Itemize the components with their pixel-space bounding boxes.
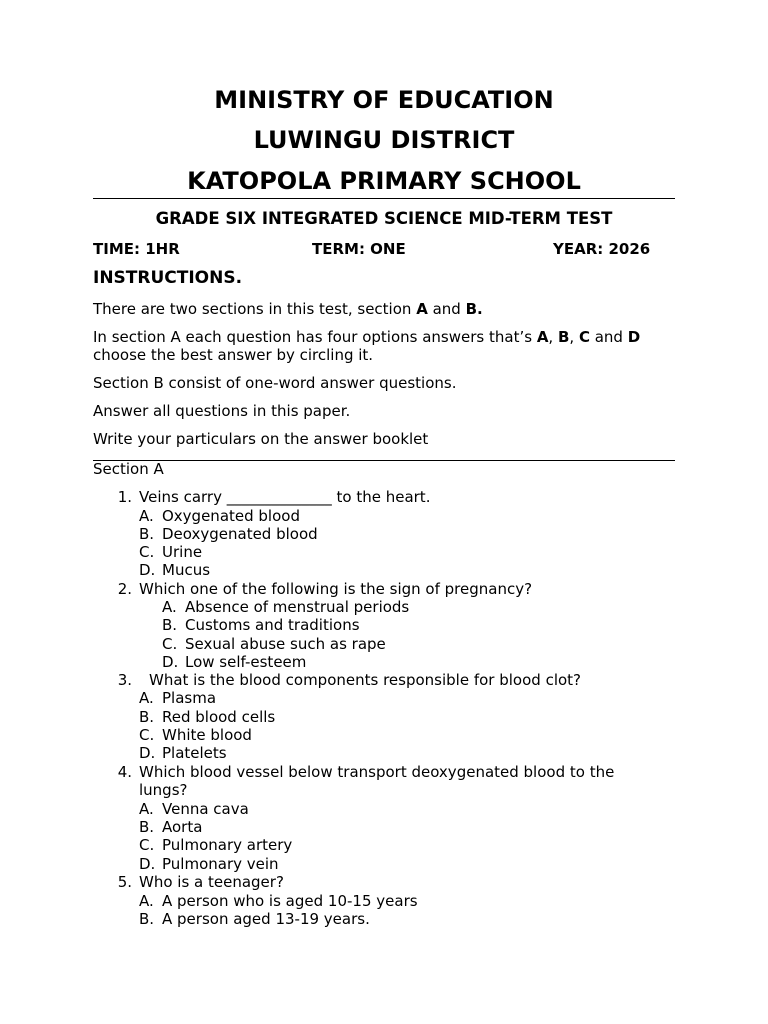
instruction-2-text: In section A each question has four options answers that’s	[93, 328, 537, 346]
instruction-1	[93, 300, 483, 318]
instruction-2-b: B	[557, 328, 570, 346]
instruction-2-c: C	[578, 328, 590, 346]
instruction-2-d: D	[627, 328, 641, 346]
option-text: A person who is aged 10-15 years	[162, 892, 418, 910]
option-text: Sexual abuse such as rape	[185, 635, 386, 653]
option-letter: B.	[162, 616, 178, 634]
option-letter: A.	[139, 892, 154, 910]
option-letter: C.	[139, 836, 155, 854]
option-letter: A.	[139, 800, 154, 818]
header-divider	[93, 198, 675, 199]
instruction-2-line2: choose the best answer by circling it.	[93, 346, 374, 364]
option-letter: A.	[139, 507, 154, 525]
option-text: Platelets	[162, 744, 227, 762]
section-divider	[93, 460, 675, 461]
meta-term: TERM: ONE	[312, 240, 406, 258]
header-ministry: MINISTRY OF EDUCATION	[214, 86, 554, 114]
option-letter: C.	[139, 726, 155, 744]
instruction-2-a: A	[536, 328, 549, 346]
instructions-heading: INSTRUCTIONS.	[93, 268, 243, 288]
section-a-heading: Section A	[93, 460, 164, 478]
option-text: Deoxygenated blood	[162, 525, 318, 543]
option-letter: A.	[162, 598, 177, 616]
instruction-1-and: and	[427, 300, 466, 318]
option-letter: D.	[139, 744, 156, 762]
option-text: Aorta	[162, 818, 203, 836]
meta-year: YEAR: 2026	[553, 240, 651, 258]
question-text: What is the blood components responsible for blood clot?	[149, 671, 582, 689]
option-text: A person aged 13-19 years.	[162, 910, 370, 928]
question-number: 1.	[117, 488, 132, 506]
instruction-2-and: and	[589, 328, 628, 346]
meta-time: TIME: 1HR	[93, 240, 180, 258]
option-text: Low self-esteem	[185, 653, 307, 671]
header-school: KATOPOLA PRIMARY SCHOOL	[187, 167, 581, 195]
question-text: Veins carry ______________ to the heart.	[139, 488, 431, 506]
option-text: Oxygenated blood	[162, 507, 300, 525]
instruction-5: Write your particulars on the answer booklet	[93, 430, 429, 448]
option-letter: D.	[139, 855, 156, 873]
option-text: Mucus	[162, 561, 211, 579]
question-text: Who is a teenager?	[139, 873, 284, 891]
question-number: 2.	[117, 580, 132, 598]
question-text-continued: lungs?	[139, 781, 188, 799]
test-title: GRADE SIX INTEGRATED SCIENCE MID-TERM TEST	[155, 209, 613, 228]
option-letter: B.	[139, 818, 155, 836]
question-number: 5.	[117, 873, 132, 891]
option-text: Red blood cells	[162, 708, 276, 726]
option-text: Pulmonary vein	[162, 855, 279, 873]
question-number: 4.	[117, 763, 132, 781]
question-number: 3.	[117, 671, 132, 689]
question-text: Which blood vessel below transport deoxygenated blood to the	[139, 763, 615, 781]
option-letter: D.	[162, 653, 179, 671]
instruction-2-sep2: ,	[569, 328, 579, 346]
option-text: Urine	[162, 543, 203, 561]
option-text: Absence of menstrual periods	[185, 598, 410, 616]
header-district: LUWINGU DISTRICT	[253, 126, 515, 154]
option-letter: B.	[139, 708, 155, 726]
option-letter: D.	[139, 561, 156, 579]
option-text: Customs and traditions	[185, 616, 360, 634]
option-text: Plasma	[162, 689, 217, 707]
question-text: Which one of the following is the sign of pregnancy?	[139, 580, 533, 598]
option-letter: B.	[139, 525, 155, 543]
option-letter: C.	[139, 543, 155, 561]
instruction-1-a: A	[416, 300, 428, 318]
instruction-4: Answer all questions in this paper.	[93, 402, 351, 420]
instruction-2-sep1: ,	[548, 328, 558, 346]
instruction-3: Section B consist of one-word answer questions.	[93, 374, 457, 392]
option-text: Pulmonary artery	[162, 836, 293, 854]
option-text: White blood	[162, 726, 252, 744]
option-letter: A.	[139, 689, 154, 707]
option-letter: B.	[139, 910, 155, 928]
instruction-2	[93, 328, 640, 346]
instruction-1-text: There are two sections in this test, section	[93, 300, 417, 318]
option-letter: C.	[162, 635, 178, 653]
instruction-1-b: B.	[465, 300, 483, 318]
option-text: Venna cava	[162, 800, 249, 818]
